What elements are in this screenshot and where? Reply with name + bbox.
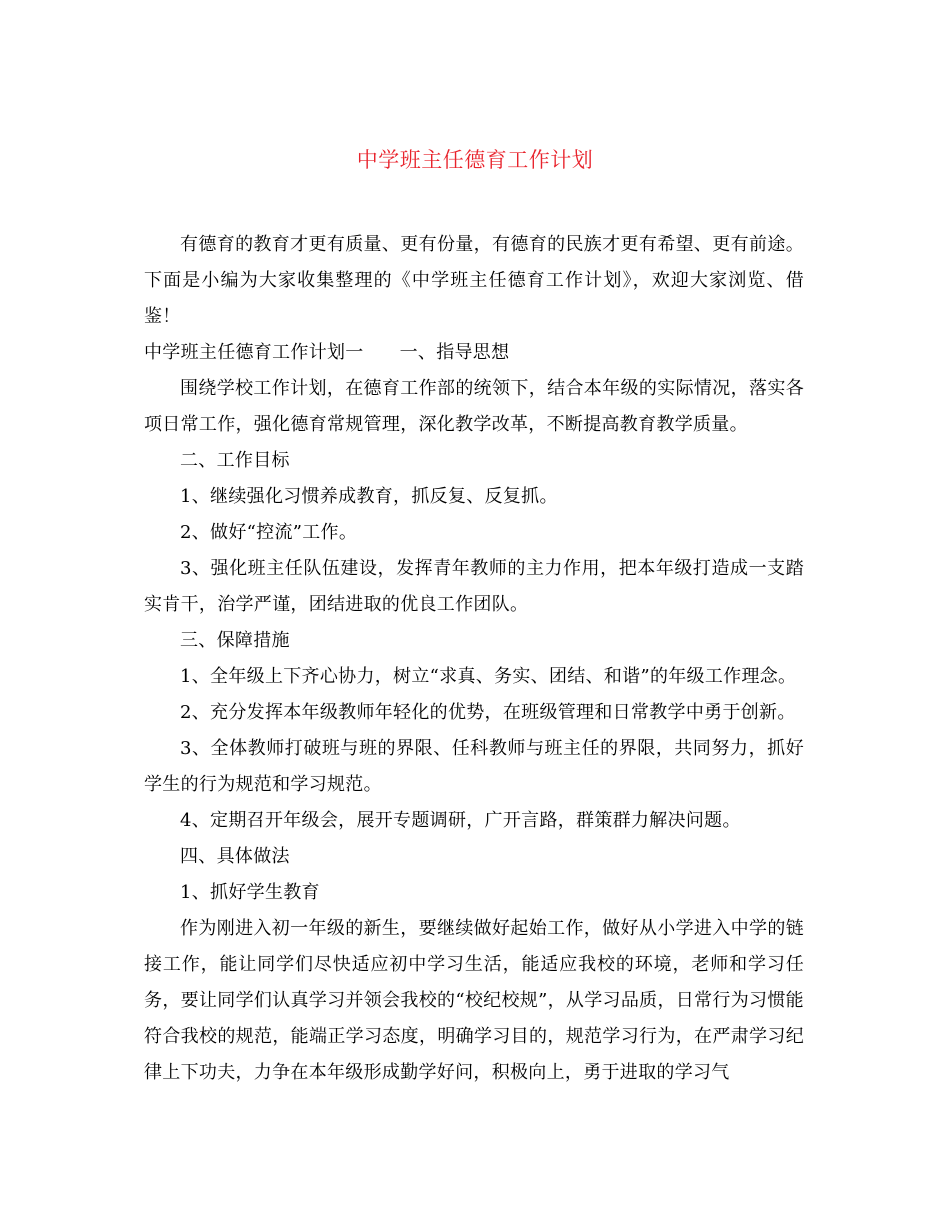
document-title: 中学班主任德育工作计划: [356, 148, 594, 172]
intro-paragraph: 有德育的教育才更有质量、更有份量，有德育的民族才更有希望、更有前途。下面是小编为大家收集整理的《中学班主任德育工作计划》，欢迎大家浏览、借鉴！: [144, 234, 804, 327]
measures-heading: 三、保障措施: [180, 630, 290, 651]
guiding-paragraph: 围绕学校工作计划，在德育工作部的统领下，结合本年级的实际情况，落实各项日常工作，强化德育常规管理，深化教学改革，不断提高教育教学质量。: [144, 378, 804, 435]
measure-item-4: 4、定期召开年级会，展开专题调研，广开言路，群策群力解决问题。: [180, 810, 741, 831]
goal-item-1: 1、继续强化习惯养成教育，抓反复、反复抓。: [180, 486, 558, 507]
guiding-heading: 一、指导思想: [399, 342, 510, 363]
plan-heading-line: [144, 335, 804, 371]
plan-label: 中学班主任德育工作计划一: [144, 342, 364, 363]
measure-item-1: 1、全年级上下齐心协力，树立“求真、务实、团结、和谐”的年级工作理念。: [180, 666, 797, 687]
goals-heading: 二、工作目标: [180, 450, 290, 471]
measure-item-2: 2、充分发挥本年级教师年轻化的优势，在班级管理和日常教学中勇于创新。: [180, 702, 796, 723]
measure-item-3: 3、全体教师打破班与班的界限、任科教师与班主任的界限，共同努力，抓好学生的行为规范和学习规范。: [144, 738, 804, 795]
document-body: [144, 227, 804, 1091]
methods-heading: 四、具体做法: [180, 846, 290, 867]
method-item-1: 1、抓好学生教育: [180, 882, 320, 903]
goal-item-3: 3、强化班主任队伍建设，发挥青年教师的主力作用，把本年级打造成一支踏实肯干，治学严谨，团结进取的优良工作团队。: [144, 558, 804, 615]
goal-item-2: 2、做好“控流”工作。: [180, 522, 358, 543]
method-paragraph: 作为刚进入初一年级的新生，要继续做好起始工作，做好从小学进入中学的链接工作，能让同学们尽快适应初中学习生活，能适应我校的环境，老师和学习任务，要让同学们认真学习并领会我校的“校纪校规”，从学习品质，日常行为习惯能符合我校的规范，能端正学习态度，明确学习目的，规范学习行为，在严肃学习纪律上下功夫，力争在本年级形成勤学好问，积极向上，勇于进取的学习气: [144, 918, 804, 1083]
